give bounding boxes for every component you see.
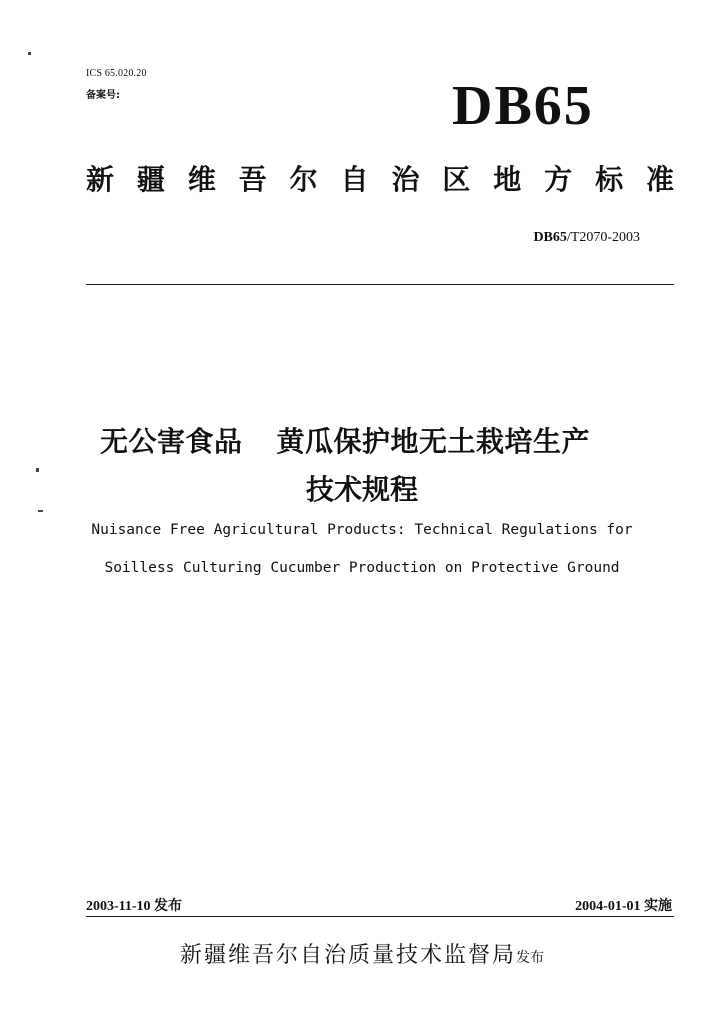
implementation-date: 2004-01-01 实施 bbox=[575, 899, 672, 914]
standard-category-title bbox=[86, 163, 674, 196]
ics-code: ICS 65.020.20 bbox=[86, 68, 147, 79]
title-char: 自 bbox=[340, 163, 369, 196]
document-title-cn-line2: 技术规程 bbox=[305, 473, 418, 506]
title-char: 区 bbox=[442, 163, 471, 196]
title-char: 吾 bbox=[238, 163, 267, 196]
title-char: 尔 bbox=[289, 163, 318, 196]
footer-divider bbox=[86, 916, 674, 917]
document-title-cn-line1 bbox=[100, 420, 590, 460]
issuing-authority bbox=[0, 938, 724, 969]
scan-speck bbox=[36, 468, 39, 472]
issuer-name: 新疆维吾尔自治质量技术监督局 bbox=[179, 943, 516, 968]
scan-speck bbox=[28, 52, 31, 55]
title-char: 标 bbox=[595, 163, 624, 196]
title-char: 新 bbox=[86, 163, 115, 196]
document-title-en-line2: Soilless Culturing Cucumber Production on Protective Ground bbox=[104, 560, 620, 576]
title-char: 疆 bbox=[136, 163, 165, 196]
document-title-part2: 黄瓜保护地无土栽培生产 bbox=[276, 425, 591, 458]
standard-number bbox=[533, 230, 640, 246]
standard-number-prefix: DB65 bbox=[533, 230, 567, 245]
title-char: 地 bbox=[493, 163, 522, 196]
standard-code: DB65 bbox=[452, 75, 594, 137]
record-number-label: 备案号: bbox=[86, 90, 120, 101]
document-title-part1: 无公害食品 bbox=[100, 425, 243, 458]
scan-speck bbox=[38, 510, 43, 512]
document-title-en-line1: Nuisance Free Agricultural Products: Technical Regulations for bbox=[91, 522, 633, 538]
issuer-suffix: 发布 bbox=[516, 950, 544, 966]
standard-number-suffix: /T2070-2003 bbox=[566, 230, 640, 245]
title-char: 维 bbox=[187, 163, 216, 196]
header-divider bbox=[86, 284, 674, 285]
title-char: 治 bbox=[391, 163, 420, 196]
title-char: 准 bbox=[645, 163, 674, 196]
title-char: 方 bbox=[544, 163, 573, 196]
issue-date: 2003-11-10 发布 bbox=[86, 899, 183, 914]
